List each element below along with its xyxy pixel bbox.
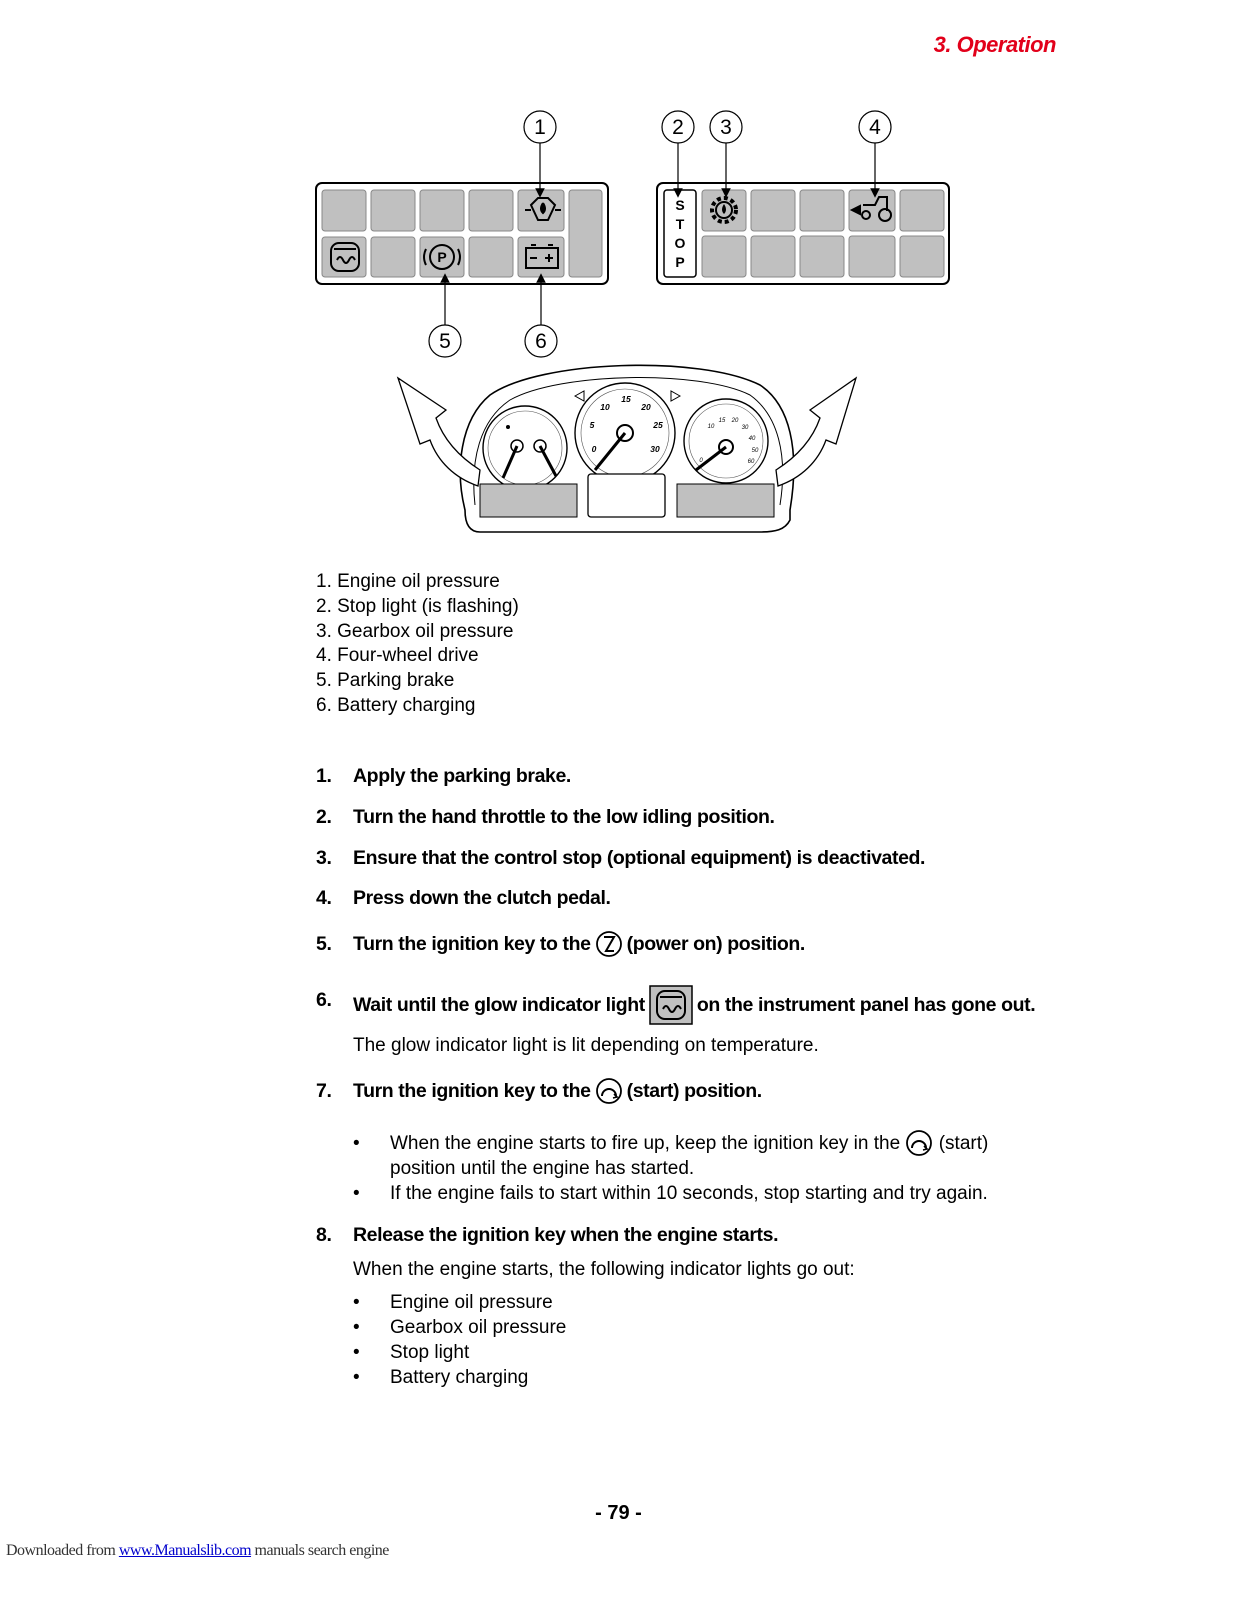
page-number: - 79 -	[595, 1502, 642, 1524]
svg-text:4: 4	[869, 116, 881, 139]
list-item: • When the engine starts to fire up, keep the ignition key in the (start) position until the engine has started.	[353, 1131, 988, 1181]
svg-text:O: O	[674, 235, 686, 251]
svg-text:0: 0	[699, 458, 703, 464]
svg-text:30: 30	[650, 444, 660, 454]
legend-item: 4. Four-wheel drive	[316, 645, 479, 667]
list-item: • Gearbox oil pressure	[353, 1315, 566, 1340]
legend-item: 1. Engine oil pressure	[316, 571, 500, 592]
callout-2	[662, 111, 694, 193]
right-indicator-panel	[657, 183, 949, 284]
legend-item: 2. Stop light (is flashing)	[316, 595, 519, 617]
start-key-icon	[595, 1076, 623, 1106]
svg-text:15: 15	[718, 418, 726, 424]
svg-text:5: 5	[589, 420, 595, 430]
callout-5	[429, 278, 461, 357]
figure-legend	[316, 570, 519, 719]
svg-text:3: 3	[720, 116, 732, 139]
svg-text:6: 6	[535, 330, 547, 353]
manualslib-link[interactable]: www.Manualslib.com	[118, 1542, 252, 1559]
svg-text:20: 20	[641, 402, 651, 412]
step-8-note: When the engine starts, the following indicator lights go out:	[353, 1259, 855, 1280]
svg-text:0: 0	[591, 444, 597, 454]
glow-indicator-icon	[649, 985, 693, 1025]
callout-3	[710, 111, 742, 193]
list-item: • If the engine fails to start within 10 seconds, stop starting and try again.	[353, 1181, 988, 1206]
svg-text:P: P	[675, 254, 685, 270]
callout-6	[525, 278, 557, 357]
legend-item: 6. Battery charging	[316, 694, 476, 716]
svg-text:50: 50	[751, 448, 759, 454]
svg-text:10: 10	[707, 424, 715, 430]
svg-text:20: 20	[731, 418, 739, 424]
svg-text:25: 25	[653, 420, 663, 430]
step-7-bullets	[353, 1131, 988, 1206]
svg-text:40: 40	[748, 436, 756, 442]
instrument-cluster	[398, 365, 856, 532]
svg-text:1: 1	[534, 116, 546, 139]
svg-text:15: 15	[621, 394, 631, 404]
svg-text:T: T	[675, 216, 685, 232]
svg-text:5: 5	[439, 330, 451, 353]
svg-text:60: 60	[747, 459, 755, 465]
list-item: • Engine oil pressure	[353, 1290, 566, 1315]
step-6-note: The glow indicator light is lit depending on temperature.	[353, 1035, 819, 1056]
svg-text:10: 10	[600, 402, 610, 412]
instrument-panel-figure	[0, 0, 1237, 540]
list-item: • Battery charging	[353, 1365, 566, 1390]
download-footer: Downloaded from www.Manualslib.com manuals search engine	[6, 1542, 389, 1559]
section-header: 3. Operation	[933, 32, 1056, 57]
svg-text:30: 30	[741, 425, 749, 431]
legend-item: 3. Gearbox oil pressure	[316, 620, 514, 642]
callout-1	[524, 111, 556, 193]
start-key-icon	[905, 1128, 933, 1158]
svg-text:P: P	[437, 249, 447, 265]
callout-4	[859, 111, 891, 193]
step-8-bullets	[353, 1290, 566, 1390]
legend-item: 5. Parking brake	[316, 670, 455, 692]
left-indicator-panel	[316, 183, 608, 284]
list-item: • Stop light	[353, 1340, 566, 1365]
svg-text:S: S	[675, 197, 685, 213]
power-on-key-icon	[595, 929, 623, 959]
svg-text:2: 2	[672, 116, 684, 139]
